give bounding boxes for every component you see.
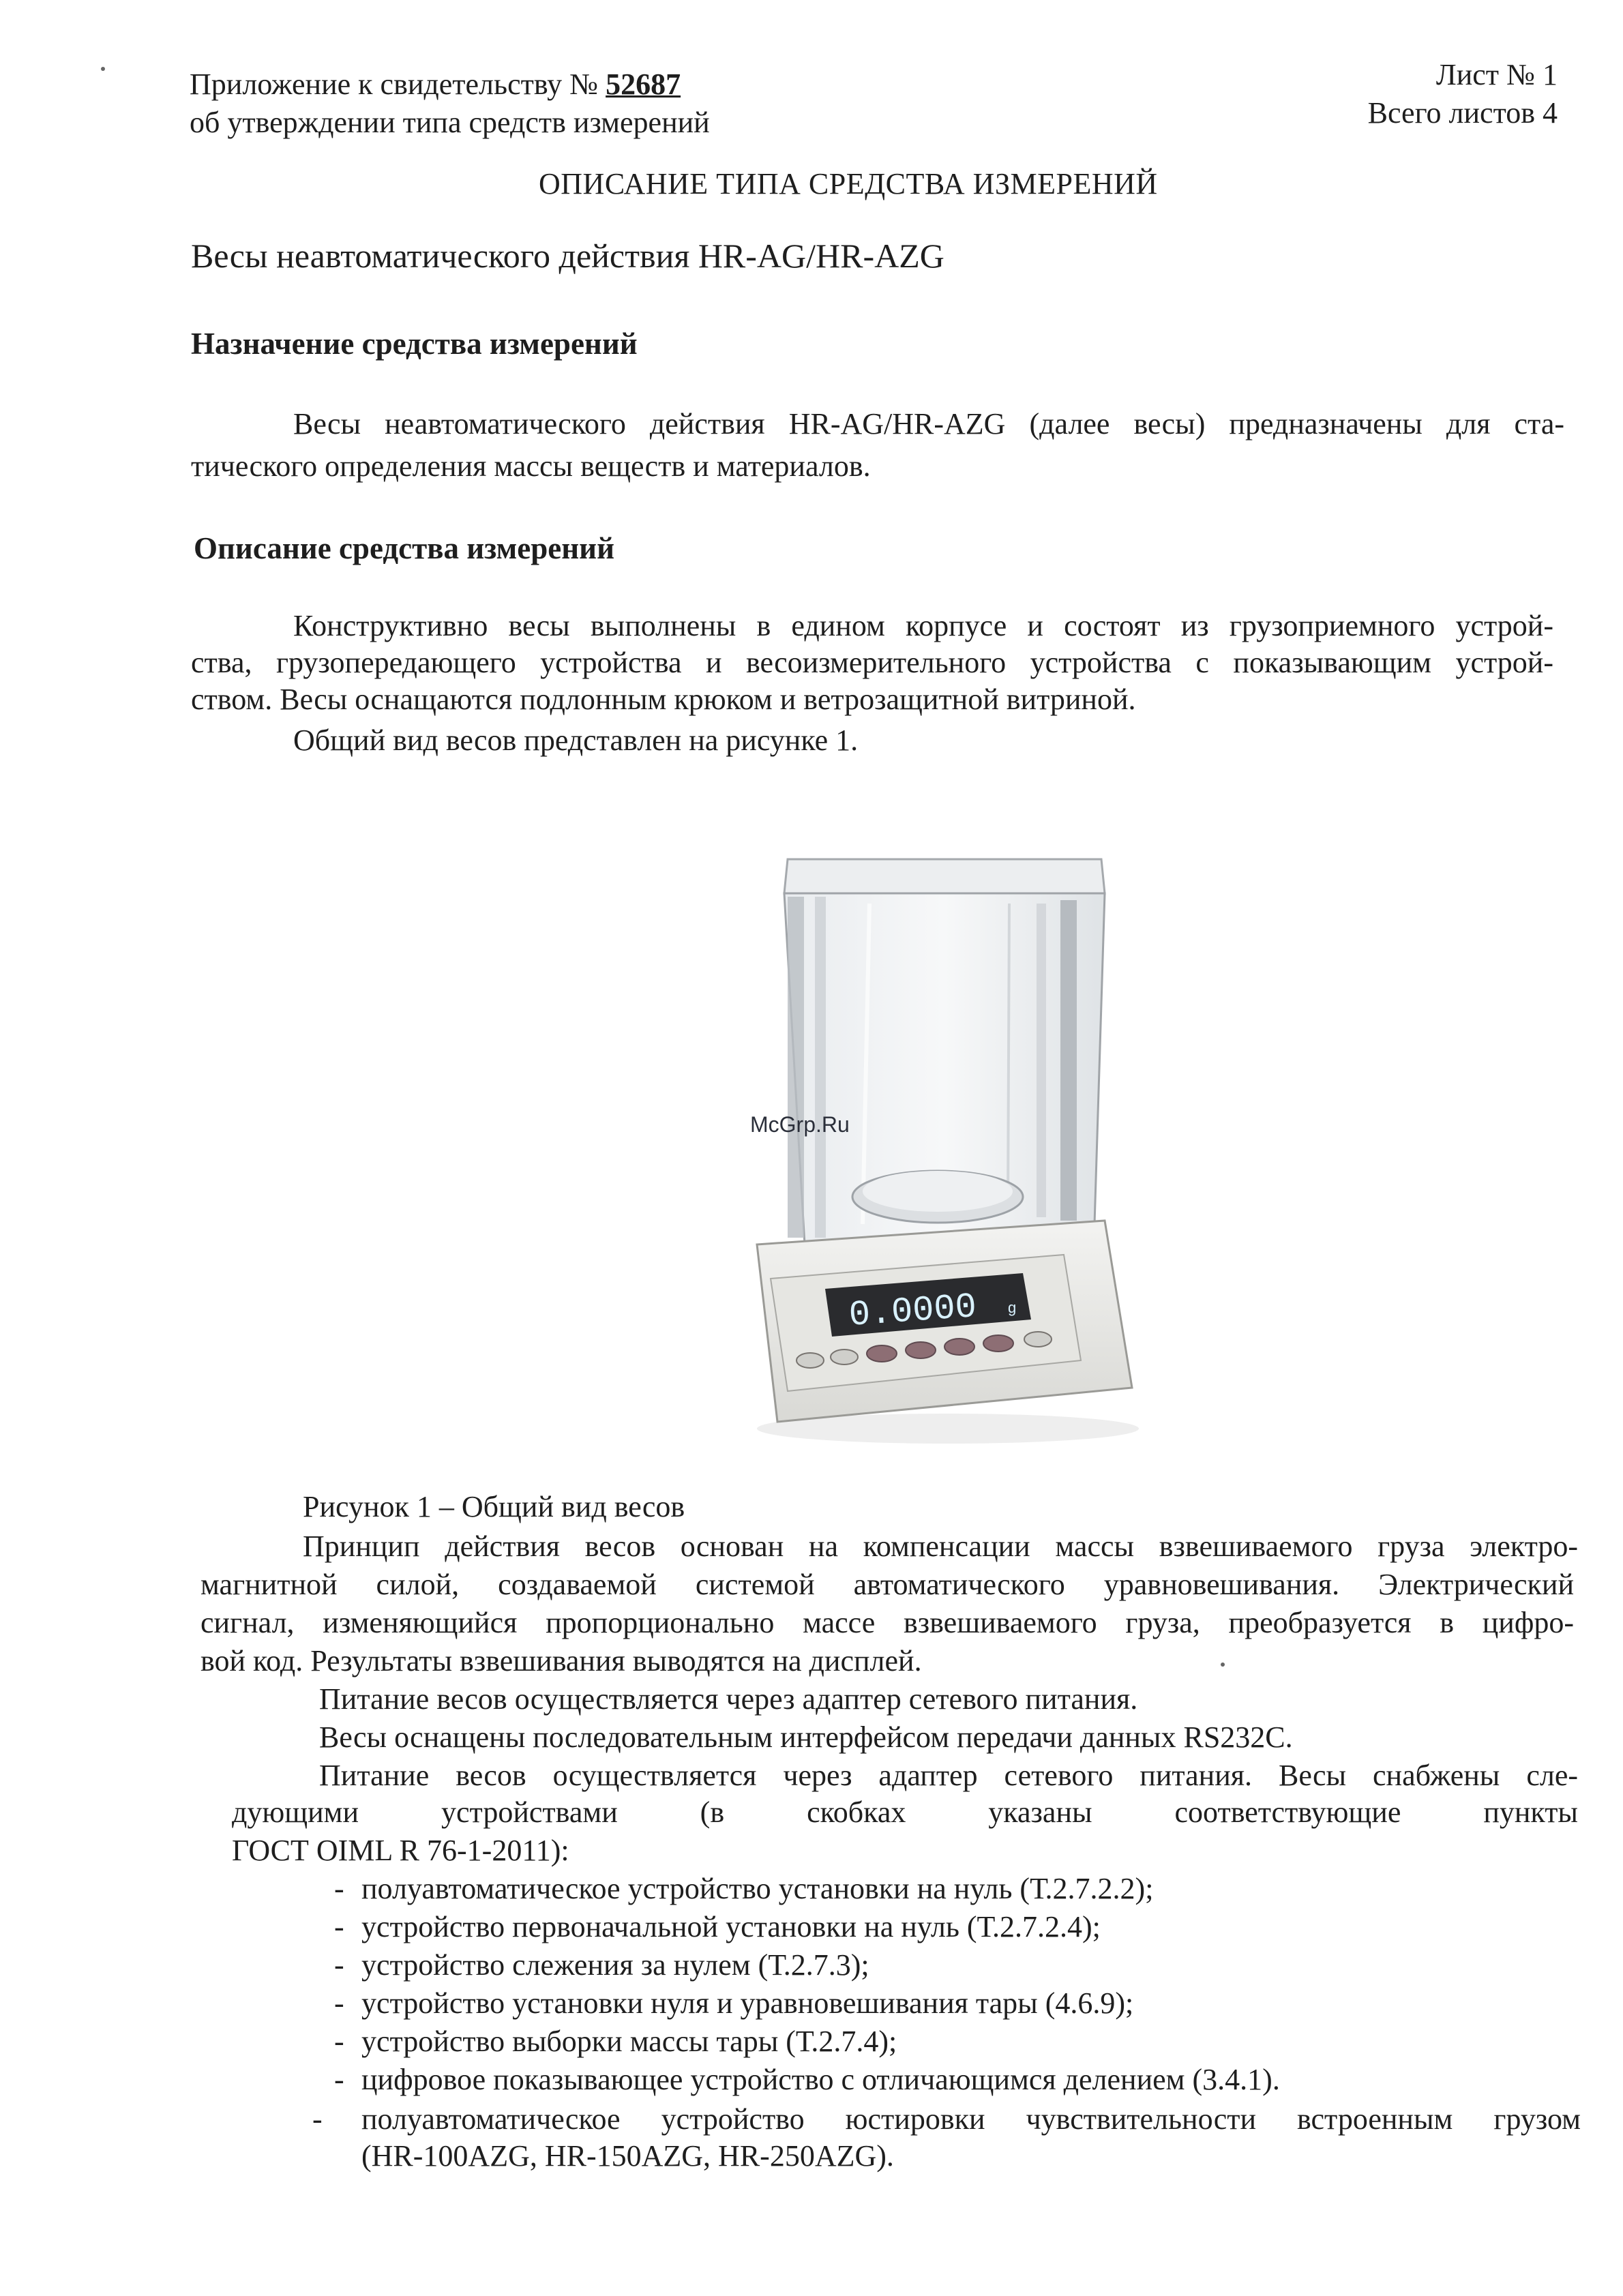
principle-text-line: Питание весов осуществляется через адаптер сетевого питания. xyxy=(319,1682,1138,1716)
left-door-frame xyxy=(788,897,804,1238)
certificate-number: 52687 xyxy=(606,68,681,101)
key-button[interactable] xyxy=(944,1339,974,1355)
right-door-rail xyxy=(1037,904,1046,1217)
total-sheets: Всего листов 4 xyxy=(1367,96,1558,130)
purpose-text-line: Весы неавтоматического действия HR-AG/HR-AZG (далее весы) предназначены для ста- xyxy=(293,407,1564,441)
device-list-item-text: устройство первоначальной установки на нуль (Т.2.7.2.4); xyxy=(361,1910,1101,1943)
instrument-name: Весы неавтоматического действия HR-AG/HR-AZG xyxy=(191,237,944,275)
device-list-item: - полуавтоматическое устройство юстировки чувствительности встроенным грузом xyxy=(312,2100,1581,2138)
document-title: ОПИСАНИЕ ТИПА СРЕДСТВА ИЗМЕРЕНИЙ xyxy=(539,167,1158,200)
draft-shield-top xyxy=(784,859,1105,893)
scan-speck xyxy=(1221,1663,1225,1667)
device-list-item-text: устройство установки нуля и уравновешивания тары (4.6.9); xyxy=(361,1986,1134,2020)
principle-text-line: магнитной силой, создаваемой системой автоматического уравновешивания. Электрический xyxy=(200,1568,1574,1601)
scan-speck xyxy=(101,67,105,71)
pan-surface xyxy=(863,1171,1013,1212)
display-unit: g xyxy=(1008,1299,1017,1316)
device-list-item: - устройство первоначальной установки на нуль (Т.2.7.2.4); xyxy=(334,1910,1101,1943)
device-list-item-text: устройство выборки массы тары (Т.2.7.4); xyxy=(361,2025,897,2058)
principle-text-line: Весы оснащены последовательным интерфейсом передачи данных RS232C. xyxy=(319,1720,1293,1754)
key-button[interactable] xyxy=(1024,1332,1052,1347)
approval-line: об утверждении типа средств измерений xyxy=(190,106,710,139)
key-button[interactable] xyxy=(867,1345,897,1362)
appendix-line xyxy=(190,65,681,104)
key-button[interactable] xyxy=(983,1335,1013,1352)
watermark: McGrp.Ru xyxy=(750,1112,850,1137)
balance-photo xyxy=(723,842,1146,1449)
device-list-item: - устройство установки нуля и уравновешивания тары (4.6.9); xyxy=(334,1986,1134,2020)
left-door-rail xyxy=(815,897,826,1238)
principle-text-line: сигнал, изменяющийся пропорционально массе взвешиваемого груза, преобразуется в цифро- xyxy=(200,1606,1574,1639)
device-list-item: - устройство выборки массы тары (Т.2.7.4); xyxy=(334,2025,897,2058)
sheet-number: Лист № 1 xyxy=(1435,58,1558,91)
principle-text-line: ГОСТ OIML R 76-1-2011): xyxy=(232,1834,569,1867)
device-list-item: - цифровое показывающее устройство с отличающимся делением (3.4.1). xyxy=(334,2063,1280,2096)
principle-text-line: вой код. Результаты взвешивания выводятся на дисплей. xyxy=(200,1644,922,1678)
device-list-item-text: цифровое показывающее устройство с отличающимся делением (3.4.1). xyxy=(361,2063,1280,2096)
device-list-continuation: (HR-100AZG, HR-150AZG, HR-250AZG). xyxy=(361,2139,894,2173)
description-text-line: Общий вид весов представлен на рисунке 1. xyxy=(293,724,859,757)
purpose-text-line: тического определения массы веществ и материалов. xyxy=(191,449,871,483)
device-list-item: - полуавтоматическое устройство установки на нуль (Т.2.7.2.2); xyxy=(334,1872,1154,1905)
right-door-frame xyxy=(1060,900,1077,1221)
key-button[interactable] xyxy=(796,1353,824,1368)
description-text-line: ством. Весы оснащаются подлонным крюком и ветрозащитной витриной. xyxy=(191,683,1136,716)
purpose-heading: Назначение средства измерений xyxy=(191,327,638,361)
device-list-item-text: полуавтоматическое устройство юстировки чувствительности встроенным грузом xyxy=(361,2102,1581,2136)
key-button[interactable] xyxy=(906,1342,936,1358)
key-button[interactable] xyxy=(831,1350,858,1365)
principle-text-line: Принцип действия весов основан на компенсации массы взвешиваемого груза электро- xyxy=(303,1530,1578,1563)
device-list-item-text: полуавтоматическое устройство установки на нуль (Т.2.7.2.2); xyxy=(361,1872,1154,1905)
description-text-line: ства, грузопередающего устройства и весоизмерительного устройства с показывающим устрой- xyxy=(191,646,1553,679)
principle-text-line: Питание весов осуществляется через адаптер сетевого питания. Весы снабжены сле- xyxy=(319,1759,1578,1792)
device-list-item-text: устройство слежения за нулем (Т.2.7.3); xyxy=(361,1948,869,1982)
description-text-line: Конструктивно весы выполнены в едином корпусе и состоят из грузоприемного устрой- xyxy=(293,609,1553,642)
appendix-prefix: Приложение к свидетельству № xyxy=(190,68,599,101)
display-reading: 0.0000 xyxy=(847,1287,978,1336)
device-list-item: - устройство слежения за нулем (Т.2.7.3); xyxy=(334,1948,869,1982)
description-heading: Описание средства измерений xyxy=(194,531,615,565)
figure-caption: Рисунок 1 – Общий вид весов xyxy=(303,1490,685,1523)
principle-text-line: дующими устройствами (в скобках указаны соответствующие пункты xyxy=(232,1795,1578,1829)
glass-reflection xyxy=(1008,904,1009,1210)
